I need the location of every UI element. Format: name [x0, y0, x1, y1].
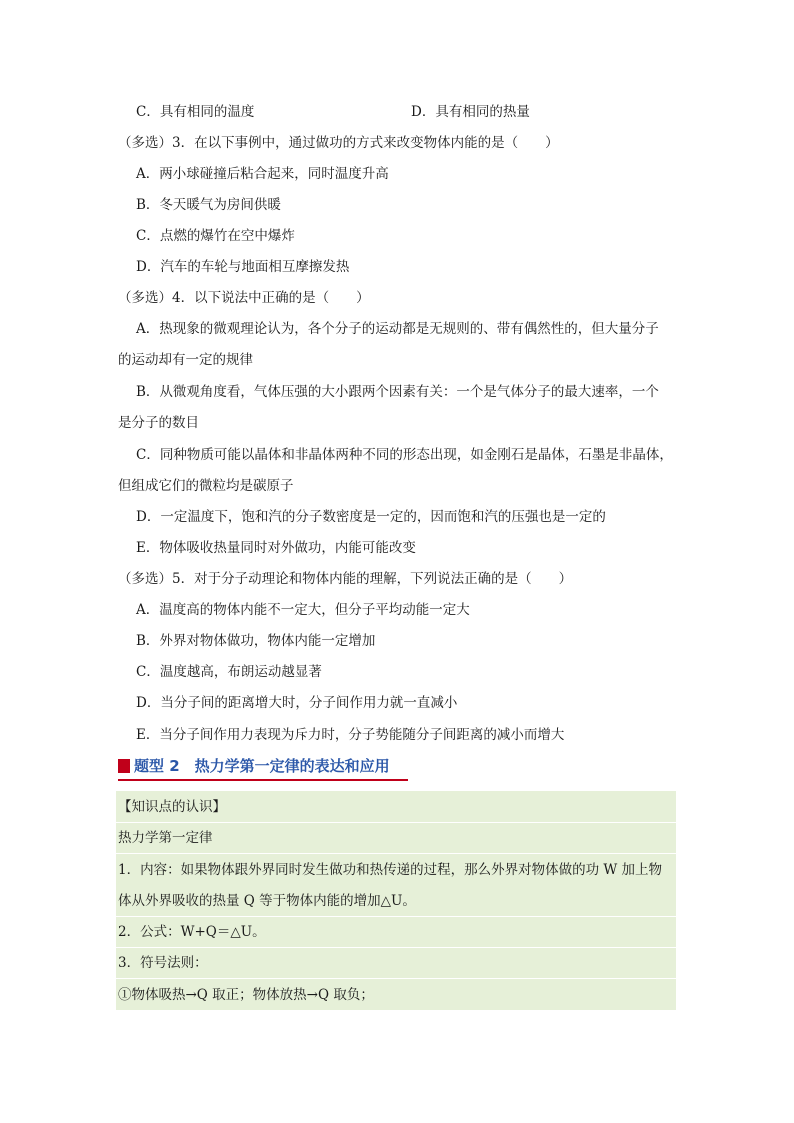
q5-option-d: D．当分子间的距离增大时，分子间作用力就一直减小	[136, 695, 458, 711]
q2-option-c: C．具有相同的温度	[136, 104, 255, 120]
knowledge-item-3-rule-1: ①物体吸热→Q 取正；物体放热→Q 取负；	[118, 987, 374, 1003]
q4-option-c-line1: C．同种物质可能以晶体和非晶体两种不同的形态出现，如金刚石是晶体，石墨是非晶体，	[136, 447, 673, 463]
q5-option-b: B．外界对物体做功，物体内能一定增加	[136, 633, 376, 649]
knowledge-divider	[116, 978, 676, 979]
knowledge-item-3: 3．符号法则：	[118, 955, 208, 971]
knowledge-header: 【知识点的认识】	[118, 799, 226, 815]
knowledge-item-1-line2: 体从外界吸收的热量 Q 等于物体内能的增加△U。	[118, 893, 416, 909]
q5-stem: （多选）5．对于分子动理论和物体内能的理解，下列说法正确的是（ ）	[118, 571, 573, 587]
q3-option-a: A．两小球碰撞后粘合起来，同时温度升高	[136, 166, 389, 182]
q3-option-c: C．点燃的爆竹在空中爆炸	[136, 228, 295, 244]
q4-option-b-line1: B．从微观角度看，气体压强的大小跟两个因素有关：一个是气体分子的最大速率，一个	[136, 384, 659, 400]
heading-marker-icon	[118, 759, 130, 773]
q5-option-c: C．温度越高，布朗运动越显著	[136, 664, 322, 680]
q5-option-e: E．当分子间作用力表现为斥力时，分子势能随分子间距离的减小而增大	[136, 727, 565, 743]
knowledge-divider	[116, 916, 676, 917]
section-heading	[118, 755, 408, 779]
q2-option-d: D．具有相同的热量	[411, 104, 530, 120]
q3-stem: （多选）3．在以下事例中，通过做功的方式来改变物体内能的是（ ）	[118, 135, 559, 151]
knowledge-subtitle: 热力学第一定律	[118, 830, 213, 846]
knowledge-divider	[116, 947, 676, 948]
heading-underline	[118, 779, 408, 781]
knowledge-divider	[116, 853, 676, 854]
q4-option-e: E．物体吸收热量同时对外做功，内能可能改变	[136, 540, 416, 556]
q4-option-a-line1: A．热现象的微观理论认为，各个分子的运动都是无规则的、带有偶然性的，但大量分子	[136, 321, 659, 337]
q3-option-d: D．汽车的车轮与地面相互摩擦发热	[136, 259, 350, 275]
q4-stem: （多选）4．以下说法中正确的是（ ）	[118, 290, 370, 306]
q4-option-b-line2: 是分子的数目	[118, 415, 199, 431]
q4-option-a-line2: 的运动却有一定的规律	[118, 352, 253, 368]
section-title: 题型 2 热力学第一定律的表达和应用	[134, 757, 390, 775]
knowledge-item-1-line1: 1．内容：如果物体跟外界同时发生做功和热传递的过程，那么外界对物体做的功 W 加上物	[118, 862, 663, 878]
knowledge-divider	[116, 822, 676, 823]
q5-option-a: A．温度高的物体内能不一定大，但分子平均动能一定大	[136, 602, 470, 618]
knowledge-item-2: 2．公式：W+Q＝△U。	[118, 924, 266, 940]
q4-option-d: D．一定温度下，饱和汽的分子数密度是一定的，因而饱和汽的压强也是一定的	[136, 509, 606, 525]
q4-option-c-line2: 但组成它们的微粒均是碳原子	[118, 478, 294, 494]
q3-option-b: B．冬天暖气为房间供暖	[136, 197, 281, 213]
